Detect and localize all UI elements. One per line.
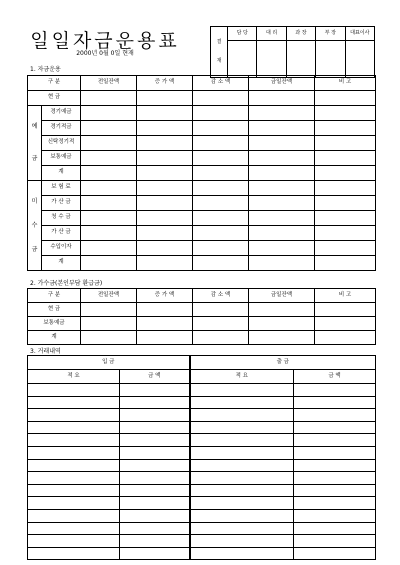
- signature-cell[interactable]: [345, 41, 374, 78]
- table-row: [28, 484, 376, 497]
- fund-operation-table: [27, 75, 376, 271]
- section1-label: 1. 자금운용: [30, 66, 61, 73]
- table-row: 수입이자: [28, 241, 376, 256]
- table-row: 현 금: [28, 91, 376, 106]
- table-row: [28, 409, 376, 422]
- table-row: [28, 384, 376, 397]
- transaction-table: [27, 355, 376, 560]
- column-header: 비 고: [315, 289, 376, 303]
- provisional-receipt-table: [27, 288, 376, 345]
- table-row: 경기적금: [28, 121, 376, 136]
- signature-cell[interactable]: [286, 41, 315, 78]
- table-row: 가 산 금: [28, 196, 376, 211]
- approval-role: 대표이사: [345, 27, 374, 41]
- page-title: 일일자금운용표: [30, 30, 180, 52]
- column-header: 전일잔액: [81, 289, 137, 303]
- table-row: 계: [28, 166, 376, 181]
- column-header: 금일잔액: [249, 76, 315, 91]
- approval-role: 과 장: [286, 27, 315, 41]
- table-row: 가 산 금: [28, 226, 376, 241]
- table-row: [28, 434, 376, 447]
- table-row: [28, 509, 376, 522]
- table-row: 계: [28, 256, 376, 271]
- table-row: [28, 446, 376, 459]
- table-row: [28, 472, 376, 485]
- column-header: 비 고: [315, 76, 376, 91]
- table-row: 청 수 금: [28, 211, 376, 226]
- section2-label: 2. 가수금(본인부담 환급금): [30, 280, 103, 287]
- column-header: 적 요: [190, 370, 294, 384]
- group-label-deposit: 예 금: [28, 106, 42, 181]
- table-row: [28, 396, 376, 409]
- column-header: 금 액: [120, 370, 190, 384]
- approval-role: 대 리: [257, 27, 286, 41]
- table-row: [28, 497, 376, 510]
- income-header: 입 금: [28, 356, 190, 370]
- column-header: 적 요: [28, 370, 120, 384]
- table-row: [28, 421, 376, 434]
- table-row: 예 금 경기예금: [28, 106, 376, 121]
- table-row: 계: [28, 331, 376, 345]
- column-header: 구 분: [28, 289, 81, 303]
- signature-cell[interactable]: [228, 41, 257, 78]
- column-header: 감 소 액: [193, 289, 249, 303]
- column-header: 금 액: [294, 370, 376, 384]
- column-header: 감 소 액: [193, 76, 249, 91]
- approval-box: [210, 26, 375, 78]
- table-row: 보통예금: [28, 151, 376, 166]
- table-row: [28, 522, 376, 535]
- table-row: [28, 547, 376, 560]
- column-header: 금일잔액: [249, 289, 315, 303]
- column-header: 증 가 액: [137, 76, 193, 91]
- approval-side-label: 결 재: [211, 27, 228, 78]
- signature-cell[interactable]: [257, 41, 286, 78]
- expense-header: 출 금: [190, 356, 376, 370]
- section3-label: 3. 거래내역: [30, 348, 61, 355]
- approval-role: 담 당: [228, 27, 257, 41]
- signature-cell[interactable]: [316, 41, 345, 78]
- table-row: [28, 535, 376, 548]
- table-row: 보통예금: [28, 317, 376, 331]
- column-header: 증 가 액: [137, 289, 193, 303]
- approval-role: 부 장: [316, 27, 345, 41]
- group-label-unpaid: 미 수 금: [28, 181, 42, 271]
- table-row: 현 금: [28, 303, 376, 317]
- table-row: [28, 459, 376, 472]
- column-header: 전일잔액: [81, 76, 137, 91]
- table-row: 신탁정기적: [28, 136, 376, 151]
- table-row: 미 수 금 보 험 료: [28, 181, 376, 196]
- report-date: 2000년 0월 0일 현재: [76, 50, 134, 57]
- column-header: 구 분: [28, 76, 81, 91]
